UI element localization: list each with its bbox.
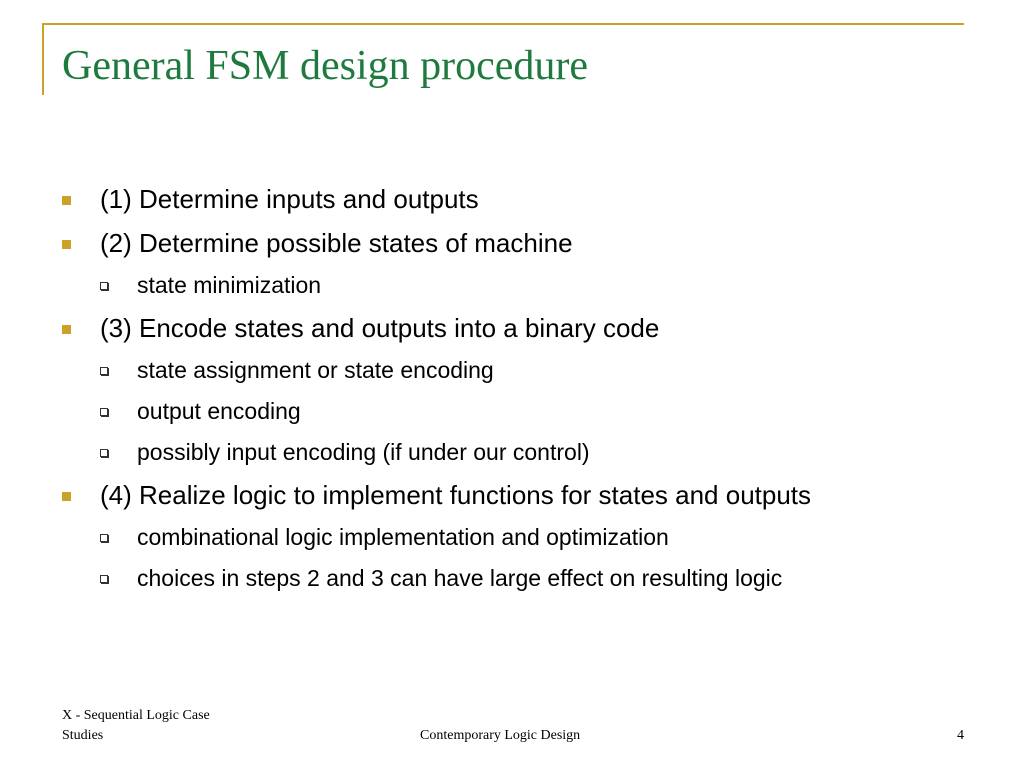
- sub-bullet-text: combinational logic implementation and optimization: [137, 524, 669, 550]
- bullet-item-1: [62, 184, 1002, 214]
- bullet-text: (3) Encode states and outputs into a binary code: [100, 313, 660, 343]
- footer-chapter-line-2: Studies: [62, 728, 104, 743]
- hollow-square-bullet-icon: [100, 282, 108, 290]
- sub-bullet-item-state-minimization: [62, 272, 1002, 299]
- bullet-list: [62, 184, 1002, 592]
- hollow-square-bullet-icon: [100, 534, 108, 542]
- sub-bullet-text: state minimization: [137, 272, 322, 298]
- footer-chapter-label: [62, 706, 262, 746]
- bullet-item-4: [62, 480, 1002, 510]
- frame-left-line: [42, 23, 44, 95]
- bullet-item-2: [62, 228, 1002, 258]
- sub-bullet-item-state-assignment: [62, 357, 1002, 384]
- square-bullet-icon: [62, 196, 71, 205]
- sub-bullet-text: possibly input encoding (if under our control): [137, 439, 590, 465]
- footer-page-number: 4: [957, 728, 964, 743]
- footer-chapter-line-1: X - Sequential Logic Case: [62, 708, 210, 723]
- sub-bullet-text: state assignment or state encoding: [137, 357, 494, 383]
- footer-course-title: Contemporary Logic Design: [420, 728, 581, 743]
- hollow-square-bullet-icon: [100, 367, 108, 375]
- hollow-square-bullet-icon: [100, 408, 108, 416]
- hollow-square-bullet-icon: [100, 575, 108, 583]
- sub-bullet-item-choices: [62, 565, 1002, 592]
- square-bullet-icon: [62, 492, 71, 501]
- bullet-text: (2) Determine possible states of machine: [100, 228, 573, 258]
- bullet-item-3: [62, 313, 1002, 343]
- bullet-text: (4) Realize logic to implement functions for states and outputs: [100, 480, 812, 510]
- sub-bullet-item-output-encoding: [62, 398, 1002, 425]
- frame-top-line: [42, 23, 964, 25]
- hollow-square-bullet-icon: [100, 449, 108, 457]
- square-bullet-icon: [62, 325, 71, 334]
- sub-bullet-text: choices in steps 2 and 3 can have large effect on resulting logic: [137, 565, 783, 591]
- slide-title: General FSM design procedure: [62, 43, 589, 89]
- bullet-text: (1) Determine inputs and outputs: [100, 184, 479, 214]
- square-bullet-icon: [62, 240, 71, 249]
- sub-bullet-item-combinational-logic: [62, 524, 1002, 551]
- sub-bullet-item-input-encoding: [62, 439, 1002, 466]
- sub-bullet-text: output encoding: [137, 398, 301, 424]
